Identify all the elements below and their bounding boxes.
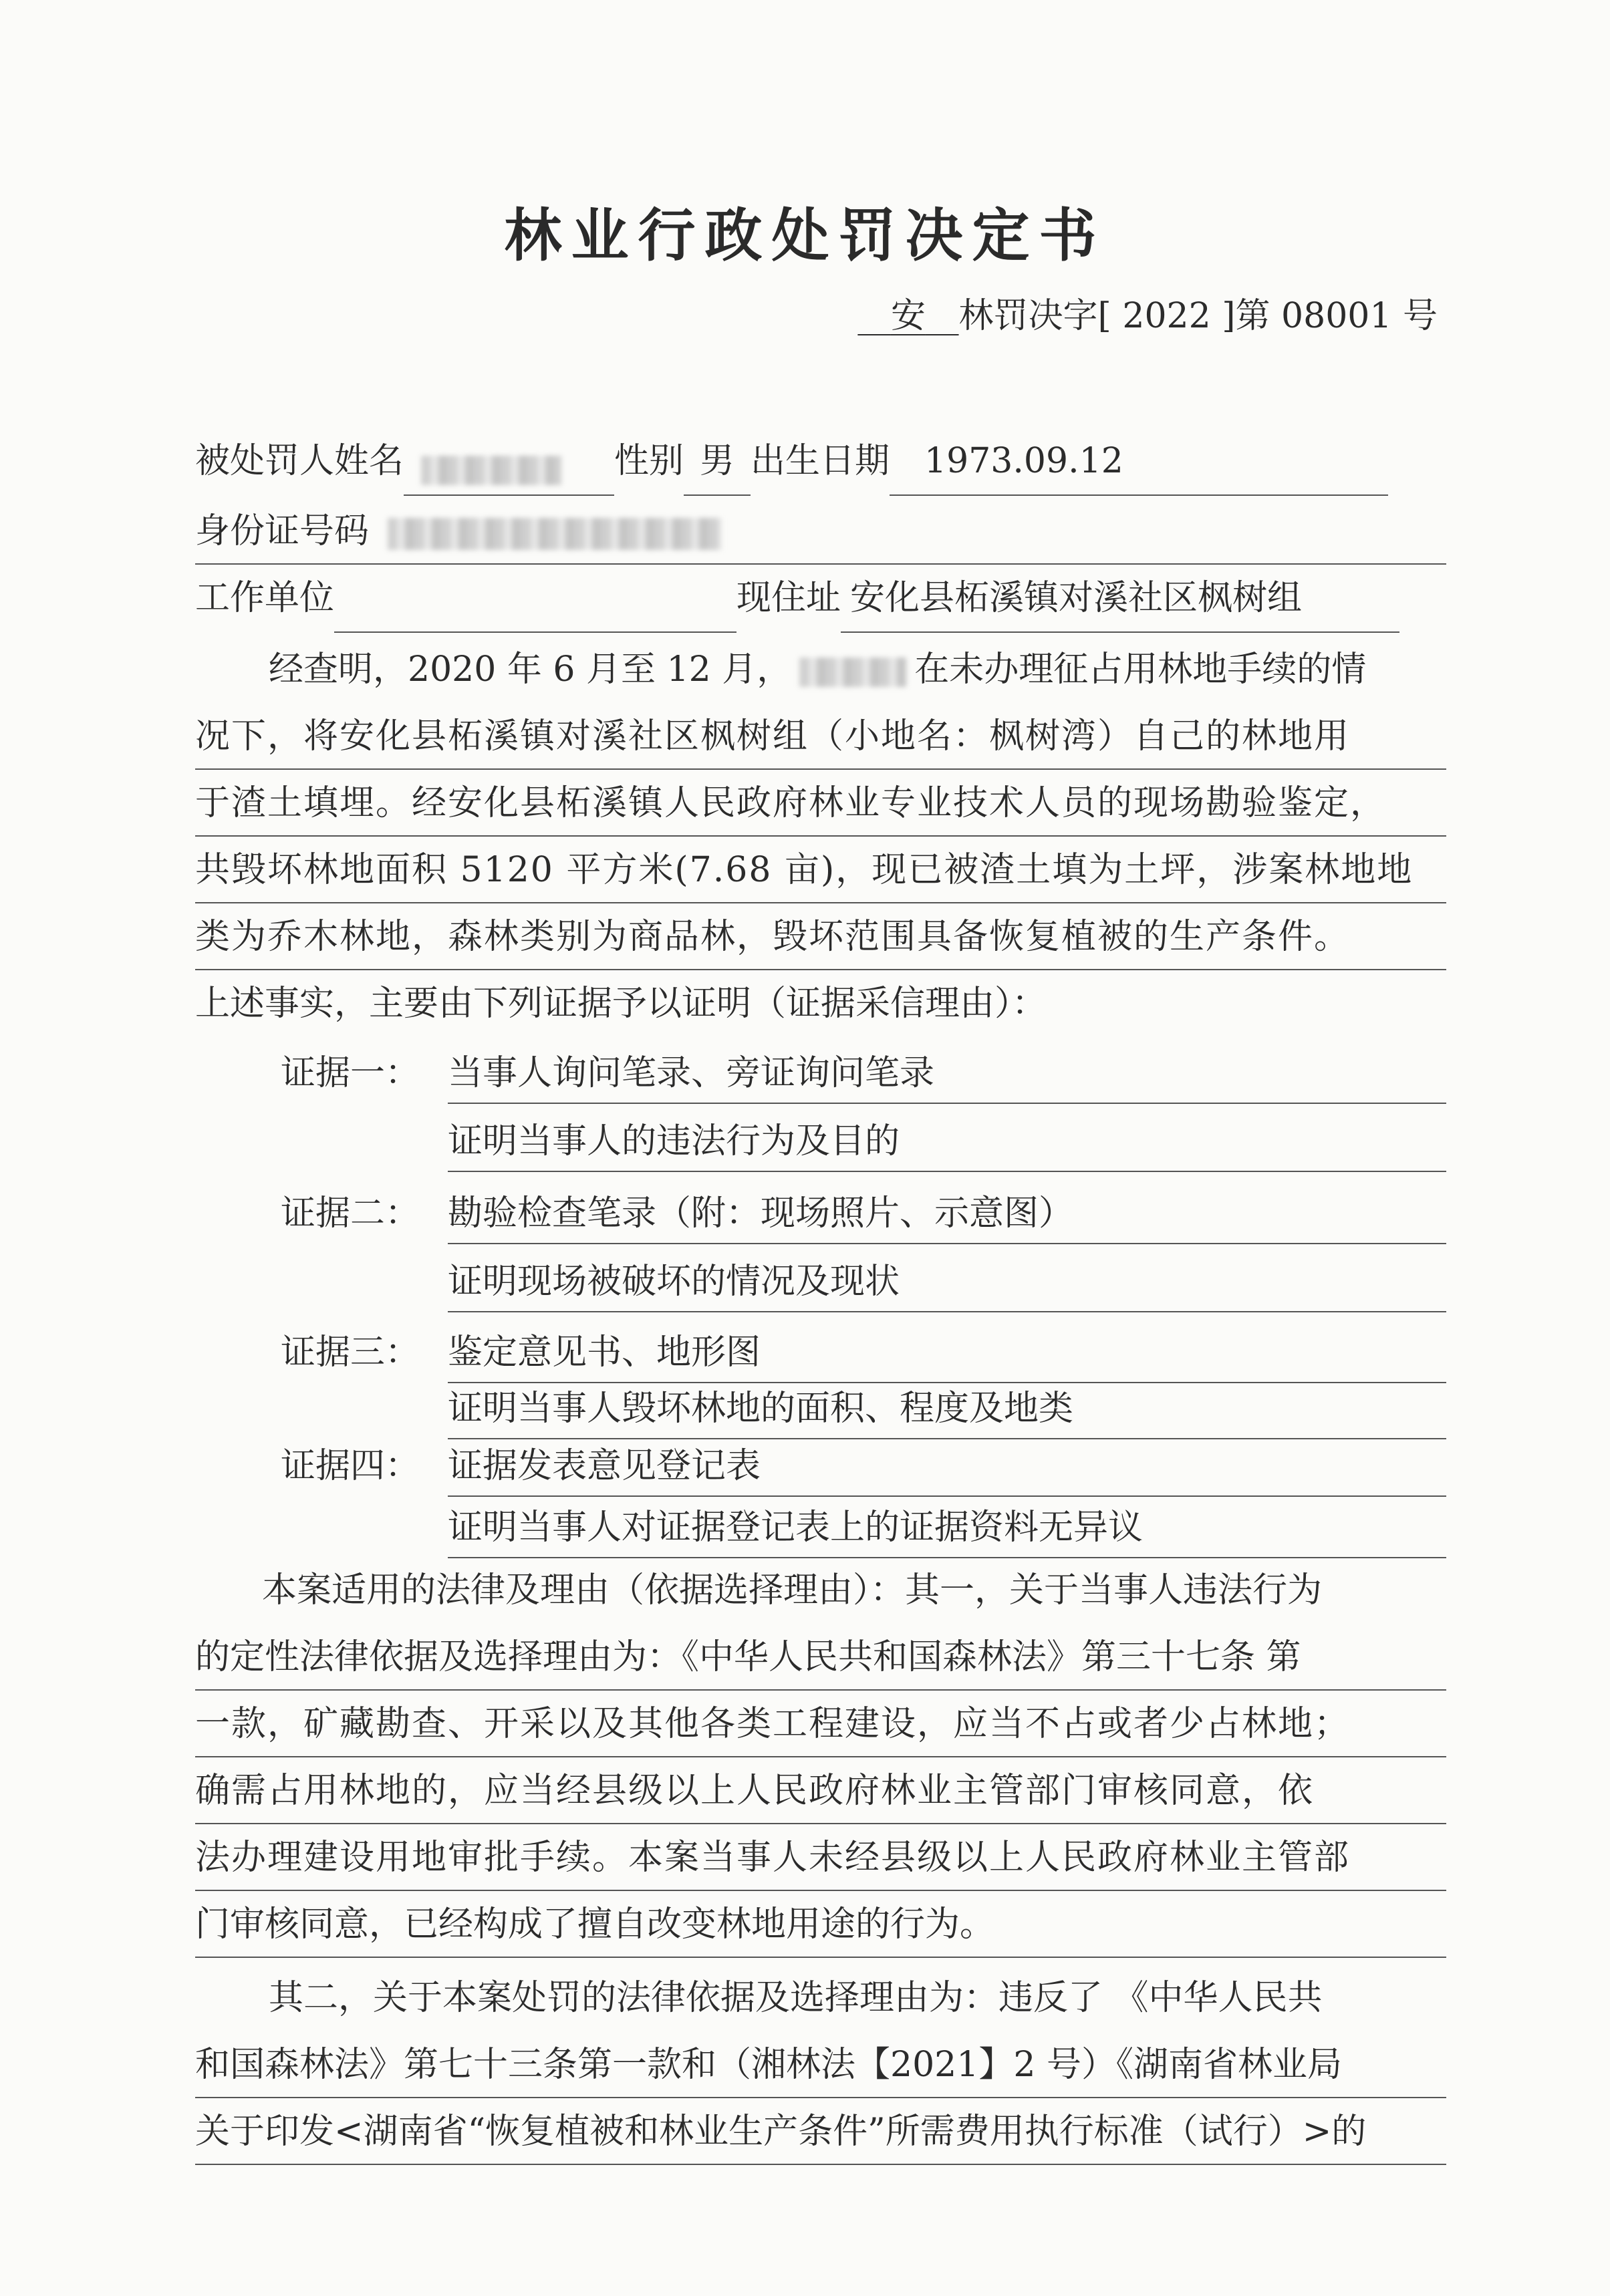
address-label: 现住址 [736, 578, 841, 618]
redacted-id [388, 518, 722, 550]
work-address-row [195, 565, 1446, 631]
law-line-6: 门审核同意，已经构成了擅自改变林地用途的行为。 [195, 1891, 1446, 1958]
evidence-1-purpose: 证明当事人的违法行为及目的 [448, 1111, 1446, 1172]
evidence-4-label: 证据四： [281, 1446, 420, 1486]
law-line-4: 确需占用林地的，应当经县级以上人民政府林业主管部门审核同意，依 [195, 1757, 1446, 1824]
document-number [857, 287, 1438, 337]
penalty-line-1: 其二，关于本案处罚的法律依据及选择理由为：违反了 《中华人民共 [269, 1978, 1323, 2018]
evidence-2-item: 勘验检查笔录（附：现场照片、示意图） [448, 1183, 1446, 1244]
evidence-3-item: 鉴定意见书、地形图 [448, 1322, 1446, 1383]
name-label: 被处罚人姓名 [195, 441, 404, 481]
evidence-3-purpose: 证明当事人毁坏林地的面积、程度及地类 [448, 1378, 1446, 1439]
facts-line-6: 上述事实，主要由下列证据予以证明（证据采信理由）： [195, 984, 1047, 1024]
gender-value: 男 [684, 428, 751, 496]
evidence-1-label: 证据一： [281, 1053, 420, 1093]
law-line-3: 一款，矿藏勘查、开采以及其他各类工程建设，应当不占或者少占林地； [195, 1691, 1446, 1757]
docno-text: 林罚决字[ 2022 ]第 08001 号 [958, 296, 1438, 336]
evidence-4-purpose: 证明当事人对证据登记表上的证据资料无异议 [448, 1497, 1446, 1558]
evidence-4-item: 证据发表意见登记表 [448, 1435, 1446, 1497]
facts-text-1b: 在未办理征占用林地手续的情 [914, 650, 1367, 690]
facts-line-1 [195, 636, 1446, 703]
penalty-line-2: 和国森林法》第七十三条第一款和（湘林法【2021】2 号）《湖南省林业局 [195, 2031, 1446, 2098]
party-info-row [195, 428, 1446, 494]
name-field [404, 441, 614, 496]
law-line-1: 本案适用的法律及理由（依据选择理由）：其一，关于当事人违法行为 [262, 1570, 1323, 1610]
birth-value: 1973.09.12 [890, 428, 1388, 496]
law-line-2: 的定性法律依据及选择理由为：《中华人民共和国森林法》第三十七条 第 [195, 1624, 1446, 1691]
facts-line-4: 共毁坏林地面积 5120 平方米(7.68 亩)，现已被渣土填为土坪，涉案林地地 [195, 837, 1446, 903]
birth-label: 出生日期 [751, 441, 890, 481]
law-line-5: 法办理建设用地审批手续。本案当事人未经县级以上人民政府林业主管部 [195, 1824, 1446, 1891]
penalty-line-3: 关于印发<湖南省“恢复植被和林业生产条件”所需费用执行标准（试行）>的 [195, 2098, 1446, 2165]
redacted-name [421, 456, 561, 485]
evidence-2-purpose: 证明现场被破坏的情况及现状 [448, 1251, 1446, 1312]
facts-line-5: 类为乔木林地，森林类别为商品林，毁坏范围具备恢复植被的生产条件。 [195, 903, 1446, 970]
facts-line-2: 况下，将安化县柘溪镇对溪社区枫树组（小地名：枫树湾）自己的林地用 [195, 703, 1446, 770]
facts-text-1a: 经查明，2020 年 6 月至 12 月， [269, 650, 792, 690]
evidence-3-label: 证据三： [281, 1332, 420, 1373]
docno-prefix: 安 [890, 296, 926, 336]
work-label: 工作单位 [195, 578, 335, 618]
evidence-1-item: 当事人询问笔录、旁证询问笔录 [448, 1042, 1446, 1104]
facts-line-3: 于渣土填埋。经安化县柘溪镇人民政府林业专业技术人员的现场勘验鉴定， [195, 770, 1446, 837]
redacted-name-inline [799, 658, 906, 687]
gender-label: 性别 [614, 441, 684, 481]
id-row [195, 498, 1446, 565]
address-value: 安化县柘溪镇对溪社区枫树组 [841, 565, 1399, 633]
evidence-2-label: 证据二： [281, 1193, 420, 1234]
id-label: 身份证号码 [195, 511, 370, 551]
document-title: 林业行政处罚决定书 [504, 202, 1106, 269]
work-field [334, 578, 736, 633]
